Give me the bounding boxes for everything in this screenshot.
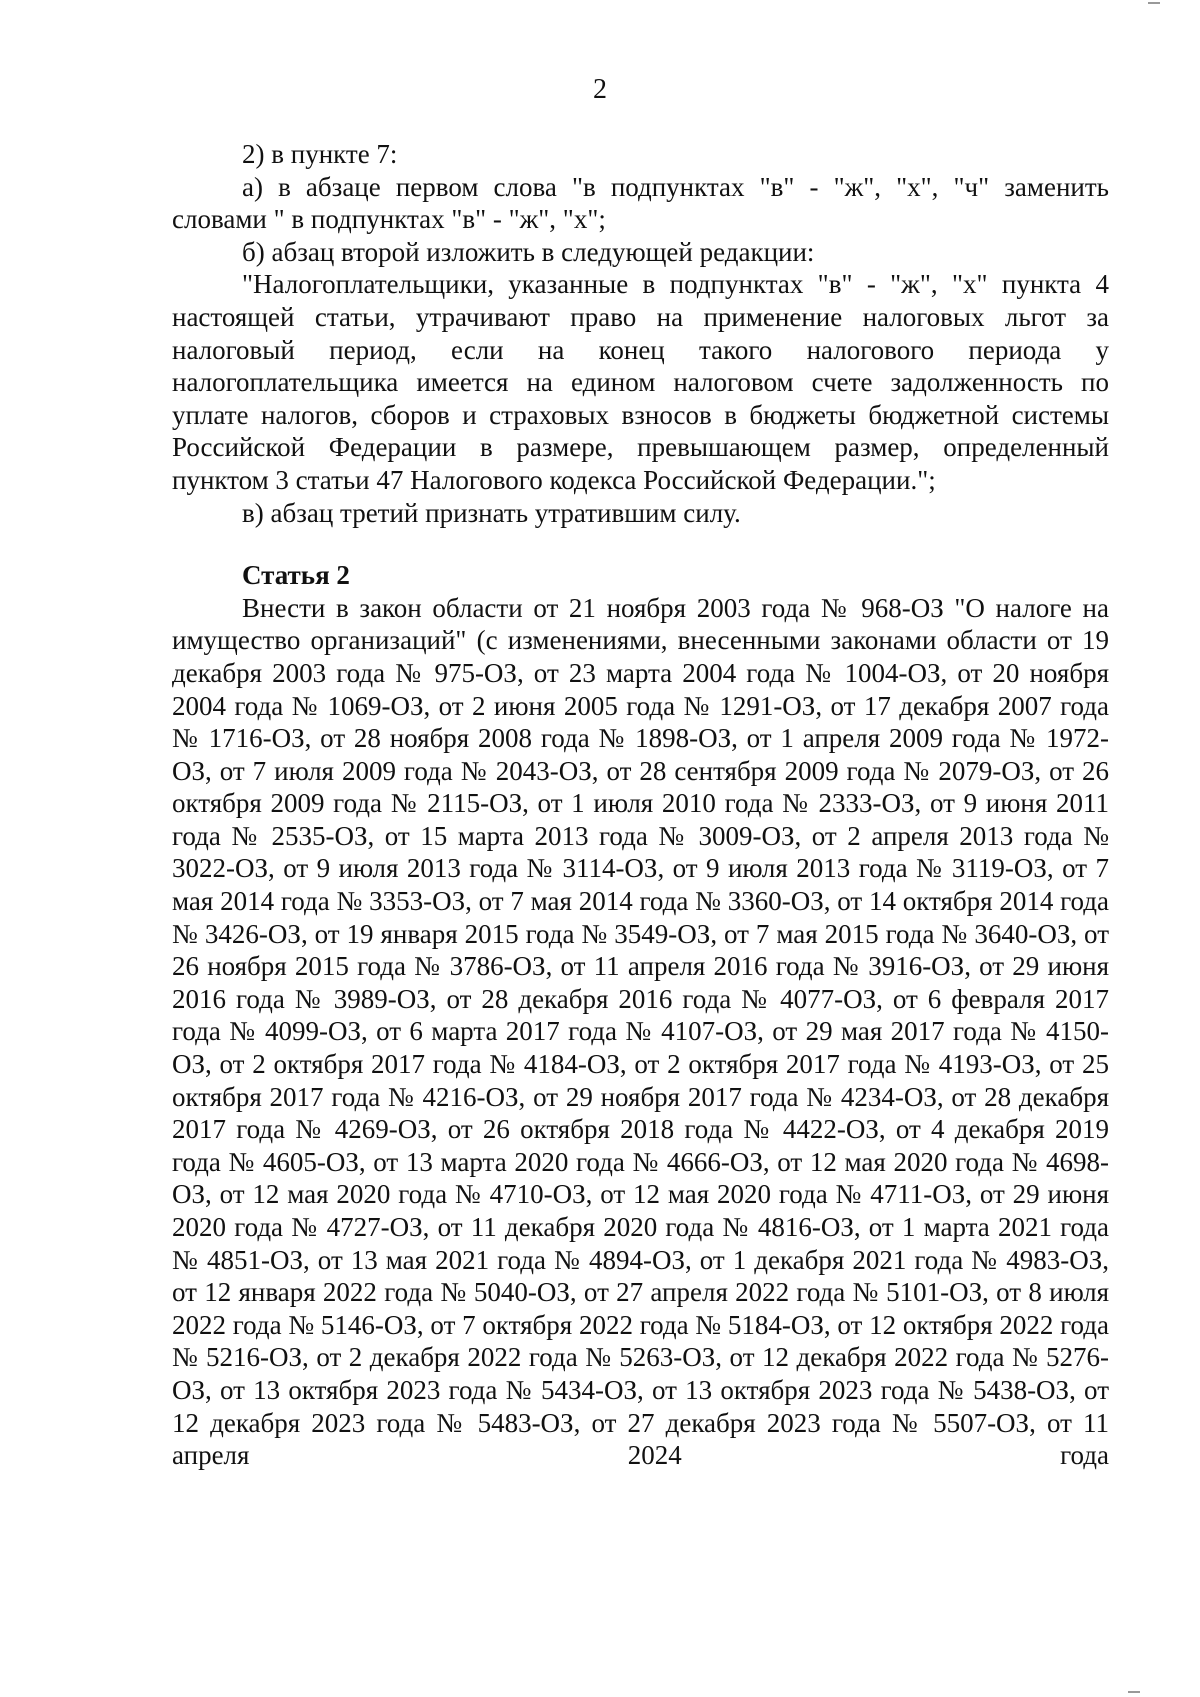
scan-mark-bottom-right	[1128, 1691, 1140, 1693]
paragraph-item-b: б) абзац второй изложить в следующей редакции:	[242, 236, 815, 267]
paragraph-item-2: 2) в пункте 7:	[242, 139, 398, 169]
paragraph-quoted-text: "Налогоплательщики, указанные в подпунктах "в" - "ж", "х" пункта 4 настоящей статьи, утрачивают право на применение налоговых льгот за налоговый период, если на конец такого налогового периода у налогоплательщика имеется на едином налоговом счете задолженность по уплате налогов, сборов и страховых взносов в бюджеты бюджетной системы Российской Федерации в размере, превышающем размер, определенный пунктом 3 статьи 47 Налогового кодекса Российской Федерации.";	[172, 269, 1109, 495]
article-body: Внести в закон области от 21 ноября 2003 года № 968-ОЗ "О налоге на имущество организаций" (с изменениями, внесенными законами области от 19 декабря 2003 года № 975-ОЗ, от 23 марта 2004 года № 1004-ОЗ, от 20 ноября 2004 года № 1069-ОЗ, от 2 июня 2005 года № 1291-ОЗ, от 17 декабря 2007 года № 1716-ОЗ, от 28 ноября 2008 года № 1898-ОЗ, от 1 апреля 2009 года № 1972-ОЗ, от 7 июля 2009 года № 2043-ОЗ, от 28 сентября 2009 года № 2079-ОЗ, от 26 октября 2009 года № 2115-ОЗ, от 1 июля 2010 года № 2333-ОЗ, от 9 июня 2011 года № 2535-ОЗ, от 15 марта 2013 года № 3009-ОЗ, от 2 апреля 2013 года № 3022-ОЗ, от 9 июля 2013 года № 3114-ОЗ, от 9 июля 2013 года № 3119-ОЗ, от 7 мая 2014 года № 3353-ОЗ, от 7 мая 2014 года № 3360-ОЗ, от 14 октября 2014 года № 3426-ОЗ, от 19 января 2015 года № 3549-ОЗ, от 7 мая 2015 года № 3640-ОЗ, от 26 ноября 2015 года № 3786-ОЗ, от 11 апреля 2016 года № 3916-ОЗ, от 29 июня 2016 года № 3989-ОЗ, от 28 декабря 2016 года № 4077-ОЗ, от 6 февраля 2017 года № 4099-ОЗ, от 6 марта 2017 года № 4107-ОЗ, от 29 мая 2017 года № 4150-ОЗ, от 2 октября 2017 года № 4184-ОЗ, от 2 октября 2017 года № 4193-ОЗ, от 25 октября 2017 года № 4216-ОЗ, от 29 ноября 2017 года № 4234-ОЗ, от 28 декабря 2017 года № 4269-ОЗ, от 26 октября 2018 года № 4422-ОЗ, от 4 декабря 2019 года № 4605-ОЗ, от 13 марта 2020 года № 4666-ОЗ, от 12 мая 2020 года № 4698-ОЗ, от 12 мая 2020 года № 4710-ОЗ, от 12 мая 2020 года № 4711-ОЗ, от 29 июня 2020 года № 4727-ОЗ, от 11 декабря 2020 года № 4816-ОЗ, от 1 марта 2021 года № 4851-ОЗ, от 13 мая 2021 года № 4894-ОЗ, от 1 декабря 2021 года № 4983-ОЗ, от 12 января 2022 года № 5040-ОЗ, от 27 апреля 2022 года № 5101-ОЗ, от 8 июля 2022 года № 5146-ОЗ, от 7 октября 2022 года № 5184-ОЗ, от 12 октября 2022 года № 5216-ОЗ, от 2 декабря 2022 года № 5263-ОЗ, от 12 декабря 2022 года № 5276-ОЗ, от 13 октября 2023 года № 5434-ОЗ, от 13 октября 2023 года № 5438-ОЗ, от 12 декабря 2023 года № 5483-ОЗ, от 27 декабря 2023 года № 5507-ОЗ, от 11 апреля 2024 года	[172, 592, 1109, 1471]
page-number: 2	[593, 74, 607, 105]
paragraph-item-v: в) абзац третий признать утратившим силу.	[242, 497, 741, 528]
scan-mark-top-right	[1148, 2, 1160, 4]
document-body	[172, 138, 1109, 1472]
article-title: Статья 2	[242, 560, 350, 591]
paragraph-item-a: а) в абзаце первом слова "в подпунктах "в" - "ж", "х", "ч" заменить словами " в подпунктах "в" - "ж", "х";	[172, 171, 1109, 235]
